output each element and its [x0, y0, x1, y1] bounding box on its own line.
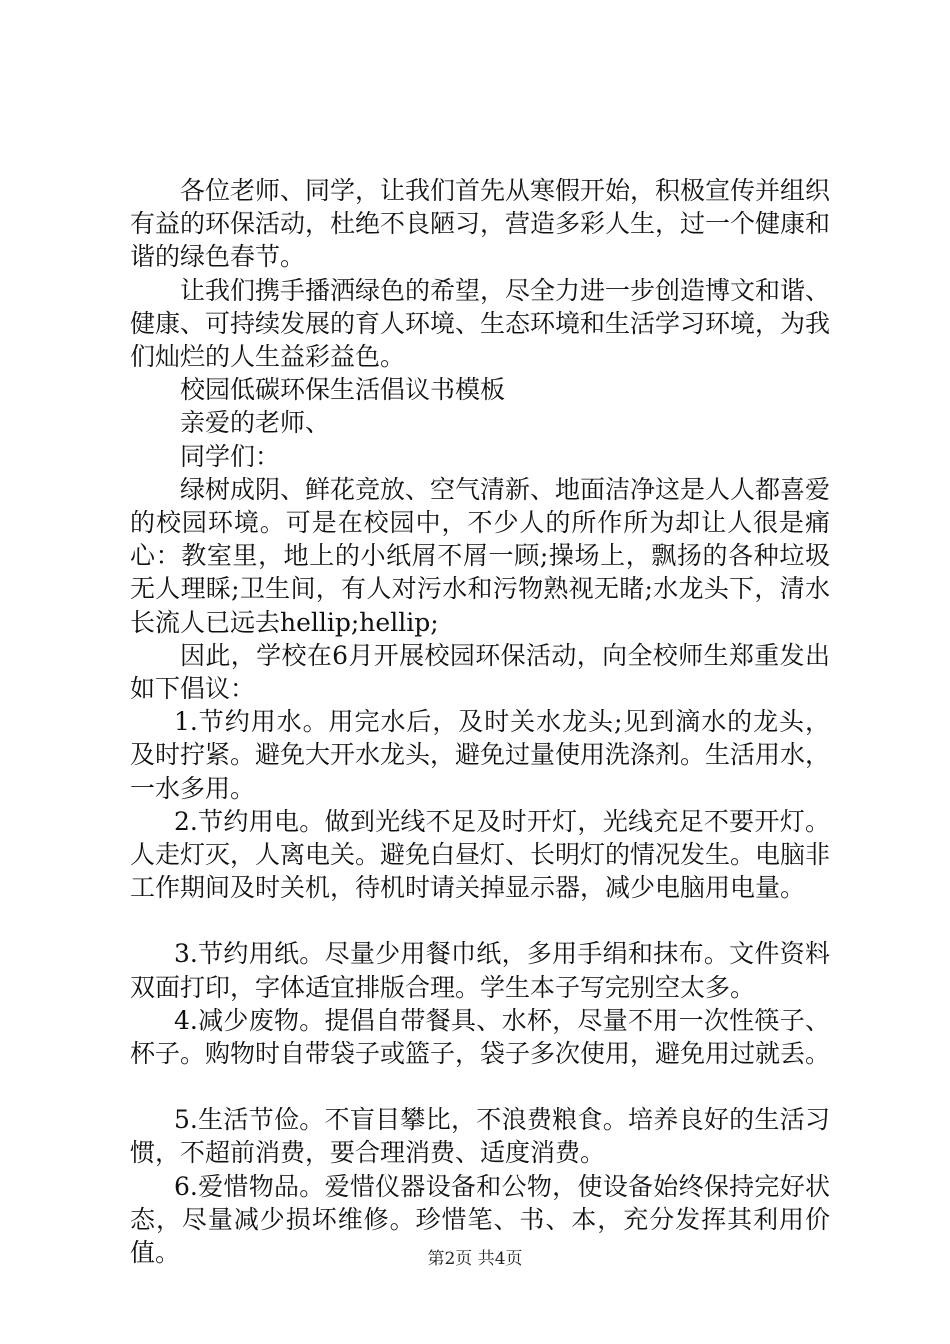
document-title: 校园低碳环保生活倡议书模板 [180, 375, 506, 405]
document-body [130, 174, 830, 1269]
salutation-students: 同学们： [180, 441, 281, 471]
salutation-teachers: 亲爱的老师、 [180, 408, 331, 438]
list-item-cherish-items: 6.爱惜物品。爱惜仪器设备和公物，使设备始终保持完好状态，尽量减少损坏维修。珍惜笔、书、本，充分发挥其利用价值。 [130, 1171, 830, 1268]
paragraph-greeting-winter: 各位老师、同学，让我们首先从寒假开始，积极宣传并组织有益的环保活动，杜绝不良陋习，营造多彩人生，过一个健康和谐的绿色春节。 [130, 176, 831, 272]
list-item-frugal-living: 5.生活节俭。不盲目攀比，不浪费粮食。培养良好的生活习惯，不超前消费，要合理消费、适度消费。 [130, 1105, 830, 1168]
paragraph-initiative-intro: 因此，学校在6月开展校园环保活动，向全校师生郑重发出如下倡议： [130, 640, 830, 704]
paragraph-campus-environment: 绿树成阴、鲜花竞放、空气清新、地面洁净这是人人都喜爱的校园环境。可是在校园中，不少人的所作所为却让人很是痛心：教室里，地上的小纸屑不屑一顾;操场上，飘扬的各种垃圾无人理睬;卫生间，有人对污水和污物熟视无睹;水龙头下，清水长流人已远去hellip;hellip; [130, 474, 831, 637]
list-item-save-electricity: 2.节约用电。做到光线不足及时开灯，光线充足不要开灯。人走灯灭，人离电关。避免白昼灯、长明灯的情况发生。电脑非工作期间及时关机，待机时请关掉显示器，减少电脑用电量。 [130, 806, 831, 903]
list-item-save-paper: 3.节约用纸。尽量少用餐巾纸，多用手绢和抹布。文件资料双面打印，字体适宜排版合理。学生本子写完别空太多。 [130, 939, 830, 1002]
list-item-save-water: 1.节约用水。用完水后，及时关水龙头;见到滴水的龙头，及时拧紧。避免大开水龙头，避免过量使用洗涤剂。生活用水，一水多用。 [130, 707, 831, 803]
list-item-reduce-waste: 4.减少废物。提倡自带餐具、水杯，尽量不用一次性筷子、杯子。购物时自带袋子或篮子，袋子多次使用，避免用过就丢。 [130, 1005, 831, 1069]
page-number-footer: 第2页 共4页 [427, 1249, 523, 1269]
paragraph-green-hope: 让我们携手播洒绿色的希望，尽全力进一步创造博文和谐、健康、可持续发展的育人环境、生态环境和生活学习环境，为我们灿烂的人生益彩益色。 [130, 275, 831, 372]
